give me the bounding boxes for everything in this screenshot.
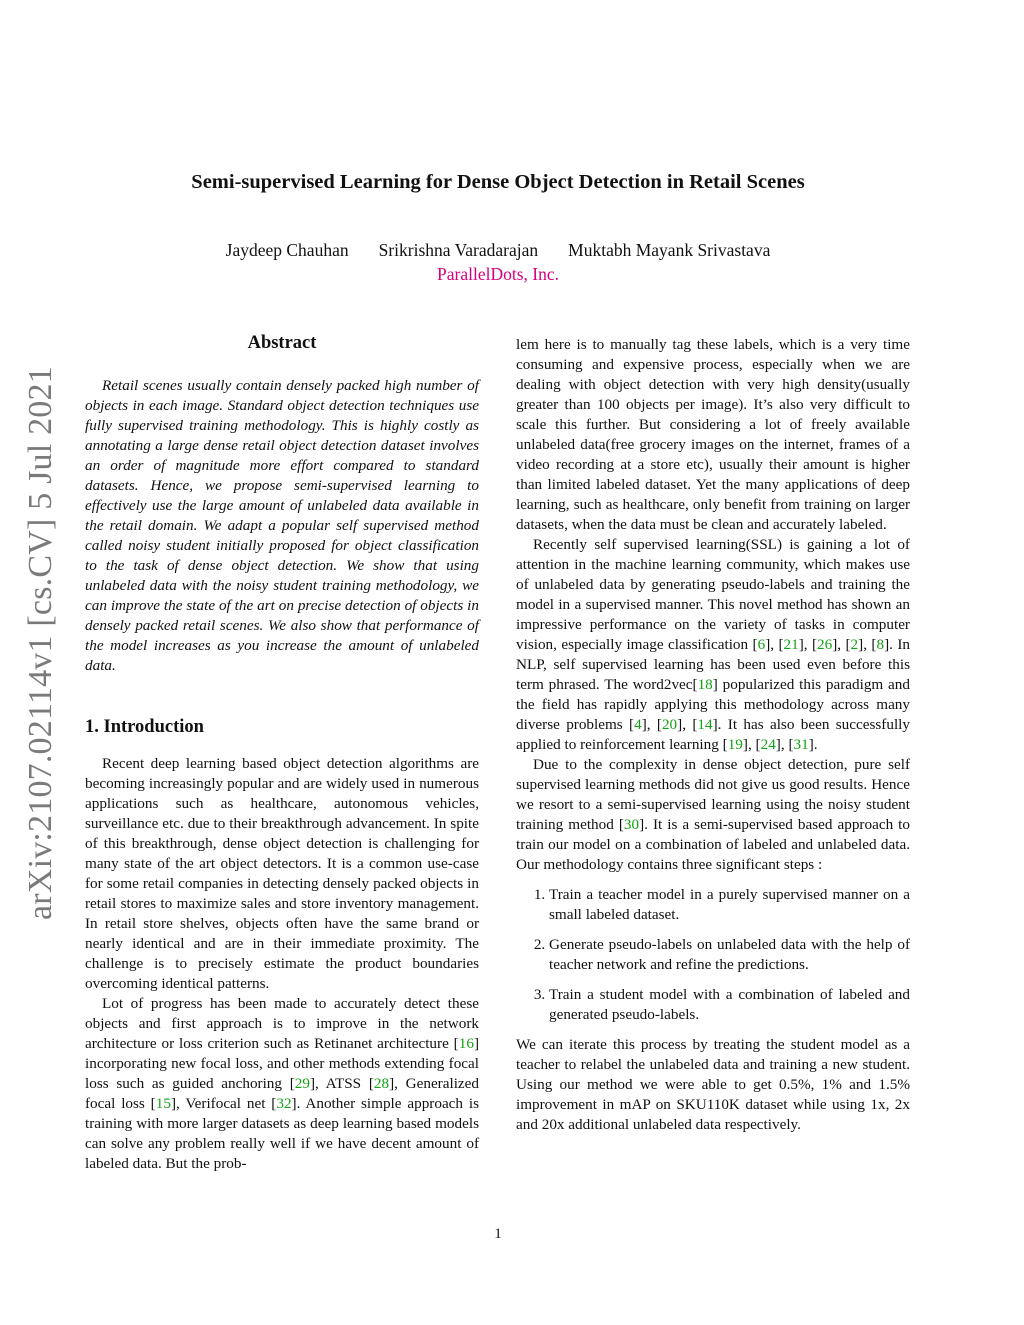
citation-link[interactable]: 16 — [458, 1035, 474, 1052]
list-item: 2. Generate pseudo-labels on unlabeled data with the help of teacher network and refine the predictions. — [549, 935, 910, 975]
citation-link[interactable]: 24 — [760, 736, 776, 753]
citation-link[interactable]: 6 — [757, 636, 766, 653]
citation-link[interactable]: 26 — [817, 636, 833, 653]
affiliation: ParallelDots, Inc. — [437, 264, 559, 284]
right-column — [516, 335, 910, 1135]
citation-link[interactable]: 30 — [623, 816, 640, 833]
citation-link[interactable]: 31 — [793, 736, 809, 753]
citation-link[interactable]: 20 — [661, 716, 678, 733]
citation-link[interactable]: 32 — [276, 1095, 292, 1112]
intro-paragraph: We can iterate this process by treating the student model as a teacher to relabel the unlabeled data and training a new student. Using our method we were able to get 0.5%, 1% and 1.5% improvement in mAP on SKU110K dataset while using 1x, 2x and 20x additional unlabeled data respectively. — [516, 1036, 910, 1133]
citation-link[interactable]: 21 — [783, 636, 799, 653]
methodology-steps — [516, 885, 910, 1025]
list-item: 3. Train a student model with a combination of labeled and generated pseudo-labels. — [549, 985, 910, 1025]
citation-link[interactable]: 18 — [697, 676, 713, 693]
citation-link[interactable]: 15 — [155, 1095, 171, 1112]
citation-link[interactable]: 4 — [634, 716, 642, 733]
page-number: 1 — [494, 1225, 502, 1242]
list-item: 1. Train a teacher model in a purely supervised manner on a small labeled dataset. — [549, 885, 910, 925]
paper-title: Semi-supervised Learning for Dense Object Detection in Retail Scenes — [191, 171, 805, 193]
citation-link[interactable]: 19 — [727, 736, 743, 753]
intro-paragraph: Recent deep learning based object detection algorithms are becoming increasingly popular and are widely used in numerous applications such as healthcare, autonomous vehicles, surveillance etc. due to their breakthrough advancement. In spite of this breakthrough, dense object detection is challenging for many state of the art object detectors. It is a common use-case for some retail companies in detecting densely packed objects in retail stores to maximize sales and store inventory management. In retail store shelves, objects often have the same brand or nearly identical and are in their immediate proximity. The challenge is to precisely estimate the product boundaries overcoming identical patterns. — [85, 755, 479, 992]
author-name: Jaydeep Chauhan — [225, 240, 349, 260]
citation-link[interactable]: 14 — [697, 716, 713, 733]
citation-link[interactable]: 28 — [373, 1075, 390, 1092]
intro-paragraph: Recently self supervised learning(SSL) is gaining a lot of attention in the machine learning community, which makes use of unlabeled data by generating pseudo-labels and training the model in a supervised manner. This novel method has shown an impressive performance on the variety of tasks in computer vision, especially image classification [6], [21], [26], [2], [8]. In NLP, self supervised learning has been used even before this term phrased. The word2vec[18] popularized this paradigm and the field has rapidly applying this methodology across many diverse problems [4], [20], [14]. It has also been successfully applied to reinforcement learning [19], [24], [31]. — [516, 536, 910, 753]
author-list — [0, 240, 996, 261]
author-name: Muktabh Mayank Srivastava — [568, 240, 771, 260]
citation-link[interactable]: 29 — [294, 1075, 310, 1092]
abstract-body: Retail scenes usually contain densely packed high number of objects in each image. Standard object detection techniques use fully supervised training methodology. This is highly costly as annotating a large dense retail object detection dataset involves an order of magnitude more effort compared to standard datasets. Hence, we propose semi-supervised learning to effectively use the large amount of unlabeled data available in the retail domain. We adapt a popular self supervised method called noisy student initially proposed for object classification to the task of dense object detection. We show that using unlabeled data with the noisy student training methodology, we can improve the state of the art on precise detection of objects in densely packed retail scenes. We also show that performance of the model increases as you increase the amount of unlabeled data. — [85, 377, 479, 674]
intro-paragraph: lem here is to manually tag these labels, which is a very time consuming and expensive process, especially when we are dealing with object detection with very high density(usually greater than 100 objects per image). It’s also very difficult to scale this further. But considering a lot of freely available unlabeled data(free grocery images on the internet, frames of a video recording at a store etc), usually their amount is higher than limited labeled dataset. Yet the many applications of deep learning, such as healthcare, only benefit from training on larger datasets, when the data must be clean and accurately labeled. — [516, 336, 910, 533]
author-name: Srikrishna Varadarajan — [378, 240, 539, 260]
arxiv-identifier: arXiv:2107.02114v1 [cs.CV] 5 Jul 2021 — [22, 366, 59, 920]
left-column — [85, 754, 479, 1174]
citation-link[interactable]: 8 — [876, 636, 885, 653]
abstract-heading: Abstract — [247, 333, 317, 353]
introduction-heading: 1. Introduction — [85, 717, 204, 737]
intro-paragraph: Due to the complexity in dense object detection, pure self supervised learning methods did not give us good results. Hence we resort to a semi-supervised learning using the noisy student training method [30]. It is a semi-supervised based approach to train our model on a combination of labeled and unlabeled data. Our methodology contains three significant steps : — [516, 756, 910, 873]
citation-link[interactable]: 2 — [850, 636, 859, 653]
intro-paragraph: Lot of progress has been made to accurately detect these objects and first approach is to improve in the network architecture or loss criterion such as Retinanet architecture [16] incorporating new focal loss, and other methods extending focal loss such as guided anchoring [29], ATSS [28], Generalized focal loss [15], Verifocal net [32]. Another simple approach is training with more larger datasets as deep learning based models can solve any problem really well if we have decent amount of labeled data. But the prob- — [85, 995, 479, 1172]
